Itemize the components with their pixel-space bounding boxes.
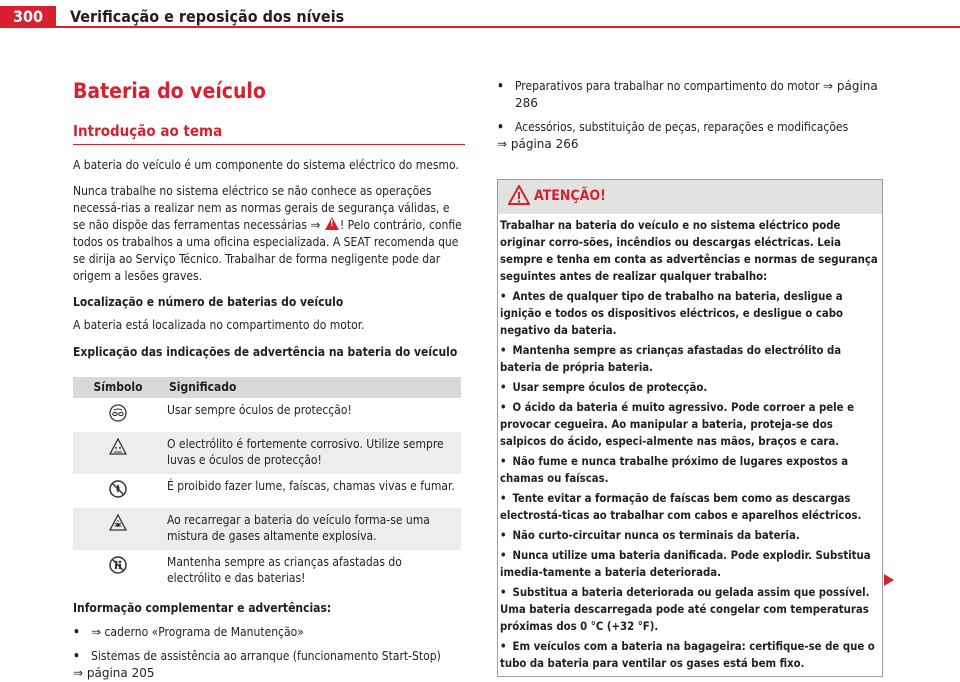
table-cell-meaning: Ao recarregar a bateria do veículo forma-se uma mistura de gases altamente explosiva. bbox=[163, 508, 461, 550]
warning-item: • Não curto-circuitar nunca os terminais da bateria. bbox=[500, 529, 800, 542]
warning-item: • Antes de qualquer tipo de trabalho na bateria, desligue a ignição e todos os dispositivos eléctricos, e desligue o cabo negativo da bateria. bbox=[500, 290, 844, 337]
table-row bbox=[73, 398, 461, 432]
table-cell-meaning: Mantenha sempre as crianças afastadas do electrólito e das baterias! bbox=[167, 555, 402, 585]
table-cell-meaning: Usar sempre óculos de protecção! bbox=[167, 403, 352, 417]
table-row bbox=[73, 432, 461, 474]
table-cell-meaning: O electrólito é fortemente corrosivo. Utilize sempre luvas e óculos de protecção! bbox=[163, 432, 461, 474]
warning-triangle-icon bbox=[508, 185, 530, 205]
explosive-gas-icon bbox=[109, 514, 127, 532]
location-paragraph: A bateria está localizada no compartimento do motor. bbox=[73, 318, 365, 332]
arrow-ref-icon: ⇒ bbox=[310, 218, 321, 232]
warning-item: • O ácido da bateria é muito agressivo. Pode corroer a pele e provocar cegueira. Ao manipular a bateria, proteja-se dos salpicos do ácido, especi-almente nas mãos, braços e cara. bbox=[500, 401, 854, 448]
warning-header bbox=[498, 180, 882, 214]
header-rule bbox=[0, 26, 960, 28]
right-column bbox=[497, 78, 883, 677]
list-item: • Preparativos para trabalhar no compartimento do motor ⇒ página 286 bbox=[497, 79, 878, 110]
page-reference[interactable]: ⇒ página 286 bbox=[515, 79, 878, 110]
safety-goggles-icon bbox=[109, 404, 127, 422]
warning-item: • Tente evitar a formação de faíscas bem como as descargas electrostá-ticas ao trabalhar com cabos e aparelhos eléctricos. bbox=[500, 492, 862, 522]
list-item: • Acessórios, substituição de peças, reparações e modificações ⇒ página 266 bbox=[497, 120, 849, 151]
table-header-symbol: Símbolo bbox=[73, 377, 163, 398]
page-header bbox=[0, 0, 960, 28]
table-header-row bbox=[73, 377, 461, 398]
table-cell-meaning: É proibido fazer lume, faíscas, chamas vivas e fumar. bbox=[167, 479, 455, 493]
warning-item: • Substitua a bateria deteriorada ou gelada assim que possível. Uma bateria descarregada pode até congelar com temperaturas próximas dos 0 °C (+32 °F). bbox=[500, 586, 870, 633]
page-reference[interactable]: ⇒ página 205 bbox=[73, 666, 155, 680]
safety-paragraph: Nunca trabalhe no sistema eléctrico se não conhece as operações necessá-rias a realizar nem as normas gerais de segurança válidas, e se não dispõe das ferramentas necessárias ⇒ ! ! Pelo contrário, confie todos os trabalhos a uma oficina especializada. A SEAT recomenda que se dirija ao Serviço Técnico. Trabalhar de forma negligente pode dar origem a lesões graves. bbox=[73, 184, 462, 283]
table-header-meaning: Significado bbox=[163, 377, 461, 398]
warning-intro: Trabalhar na bateria do veículo e no sistema eléctrico pode originar corro-sões, incêndios ou descargas eléctricas. Leia sempre e tenha em conta as advertências e normas de segurança seguintes antes de realizar qualquer trabalho: bbox=[500, 219, 878, 283]
symbols-heading: Explicação das indicações de advertência na bateria do veículo bbox=[73, 345, 458, 359]
warning-item: • Em veículos com a bateria na bagageira: certifique-se de que o tubo da bateria para ventilar os gases está bem fixo. bbox=[500, 640, 875, 670]
additional-info-heading: Informação complementar e advertências: bbox=[73, 601, 332, 615]
warning-item: • Usar sempre óculos de protecção. bbox=[500, 381, 708, 394]
left-column bbox=[73, 78, 465, 682]
warning-item: • Nunca utilize uma bateria danificada. Pode explodir. Substitua imedia-tamente a bateria deteriorada. bbox=[500, 549, 871, 579]
table-row bbox=[73, 508, 461, 550]
table-row bbox=[73, 550, 461, 592]
header-title: Verificação e reposição dos níveis bbox=[70, 7, 345, 26]
location-heading: Localização e número de baterias do veículo bbox=[73, 295, 344, 309]
warning-item: • Não fume e nunca trabalhe próximo de lugares expostos a chamas ou faíscas. bbox=[500, 455, 849, 485]
continue-arrow-icon[interactable] bbox=[884, 574, 894, 586]
page-number: 300 bbox=[0, 6, 56, 28]
page-reference[interactable]: ⇒ página 266 bbox=[497, 137, 579, 151]
intro-paragraph: A bateria do veículo é um componente do sistema eléctrico do mesmo. bbox=[73, 158, 459, 172]
corrosive-icon bbox=[109, 438, 127, 456]
section-title: Bateria do veículo bbox=[73, 79, 266, 103]
keep-children-away-icon bbox=[109, 556, 127, 574]
subsection-title: Introdução ao tema bbox=[73, 121, 465, 145]
warning-item: • Mantenha sempre as crianças afastadas do electrólito da bateria de própria bateria. bbox=[500, 344, 842, 374]
symbols-table bbox=[73, 377, 461, 592]
arrow-ref-icon: ⇒ bbox=[91, 625, 102, 639]
warning-triangle-icon: ! bbox=[325, 217, 339, 230]
no-fire-icon bbox=[109, 480, 127, 498]
warning-body bbox=[498, 214, 882, 676]
list-item: • ⇒ caderno «Programa de Manutenção» bbox=[73, 625, 304, 639]
warning-label: ATENÇÃO! bbox=[534, 188, 606, 204]
list-item: • Sistemas de assistência ao arranque (funcionamento Start-Stop) ⇒ página 205 bbox=[73, 649, 441, 680]
warning-box bbox=[497, 179, 883, 677]
table-row bbox=[73, 474, 461, 508]
